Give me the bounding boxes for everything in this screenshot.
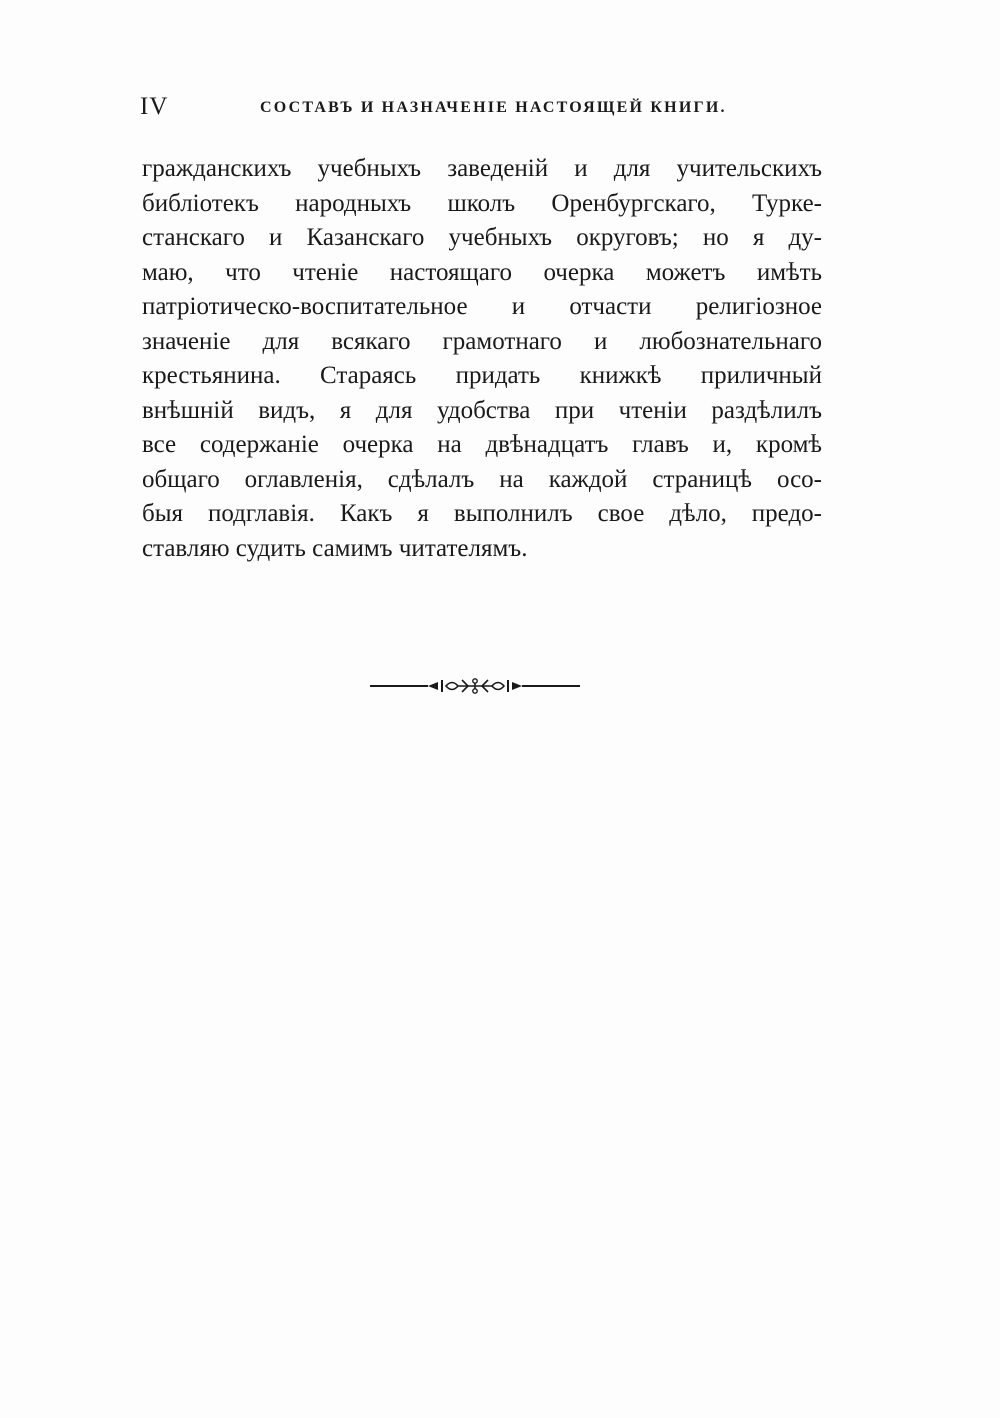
- text-line: все содержаніе очерка на двѣнадцатъ главъ и, кромѣ: [142, 431, 822, 458]
- page-header: [140, 93, 820, 127]
- decorative-tailpiece-icon: [370, 676, 580, 696]
- running-head: СОСТАВЪ И НАЗНАЧЕНІЕ НАСТОЯЩЕЙ КНИГИ.: [260, 99, 727, 116]
- text-line: станскаго и Казанскаго учебныхъ округовъ; но я ду-: [142, 224, 822, 251]
- text-line: внѣшній видъ, я для удобства при чтеніи раздѣлилъ: [142, 396, 822, 424]
- text-line: патріотическо-воспитательное и отчасти религіозное: [142, 293, 822, 320]
- body-paragraph: [142, 152, 822, 566]
- text-line: ставляю судить самимъ читателямъ.: [142, 534, 528, 562]
- text-line: крестьянина. Стараясь придать книжкѣ приличный: [142, 362, 822, 389]
- text-line: гражданскихъ учебныхъ заведеній и для учительскихъ: [142, 155, 822, 182]
- text-line: библіотекъ народныхъ школъ Оренбургскаго, Турке-: [142, 189, 822, 217]
- text-line: быя подглавія. Какъ я выполнилъ свое дѣло, предо-: [142, 500, 822, 527]
- text-line: общаго оглавленія, сдѣлалъ на каждой страницѣ осо-: [142, 465, 822, 493]
- text-line: маю, что чтеніе настоящаго очерка можетъ имѣть: [142, 258, 822, 286]
- page-number: IV: [140, 93, 169, 120]
- text-line: значеніе для всякаго грамотнаго и любознательнаго: [142, 327, 822, 355]
